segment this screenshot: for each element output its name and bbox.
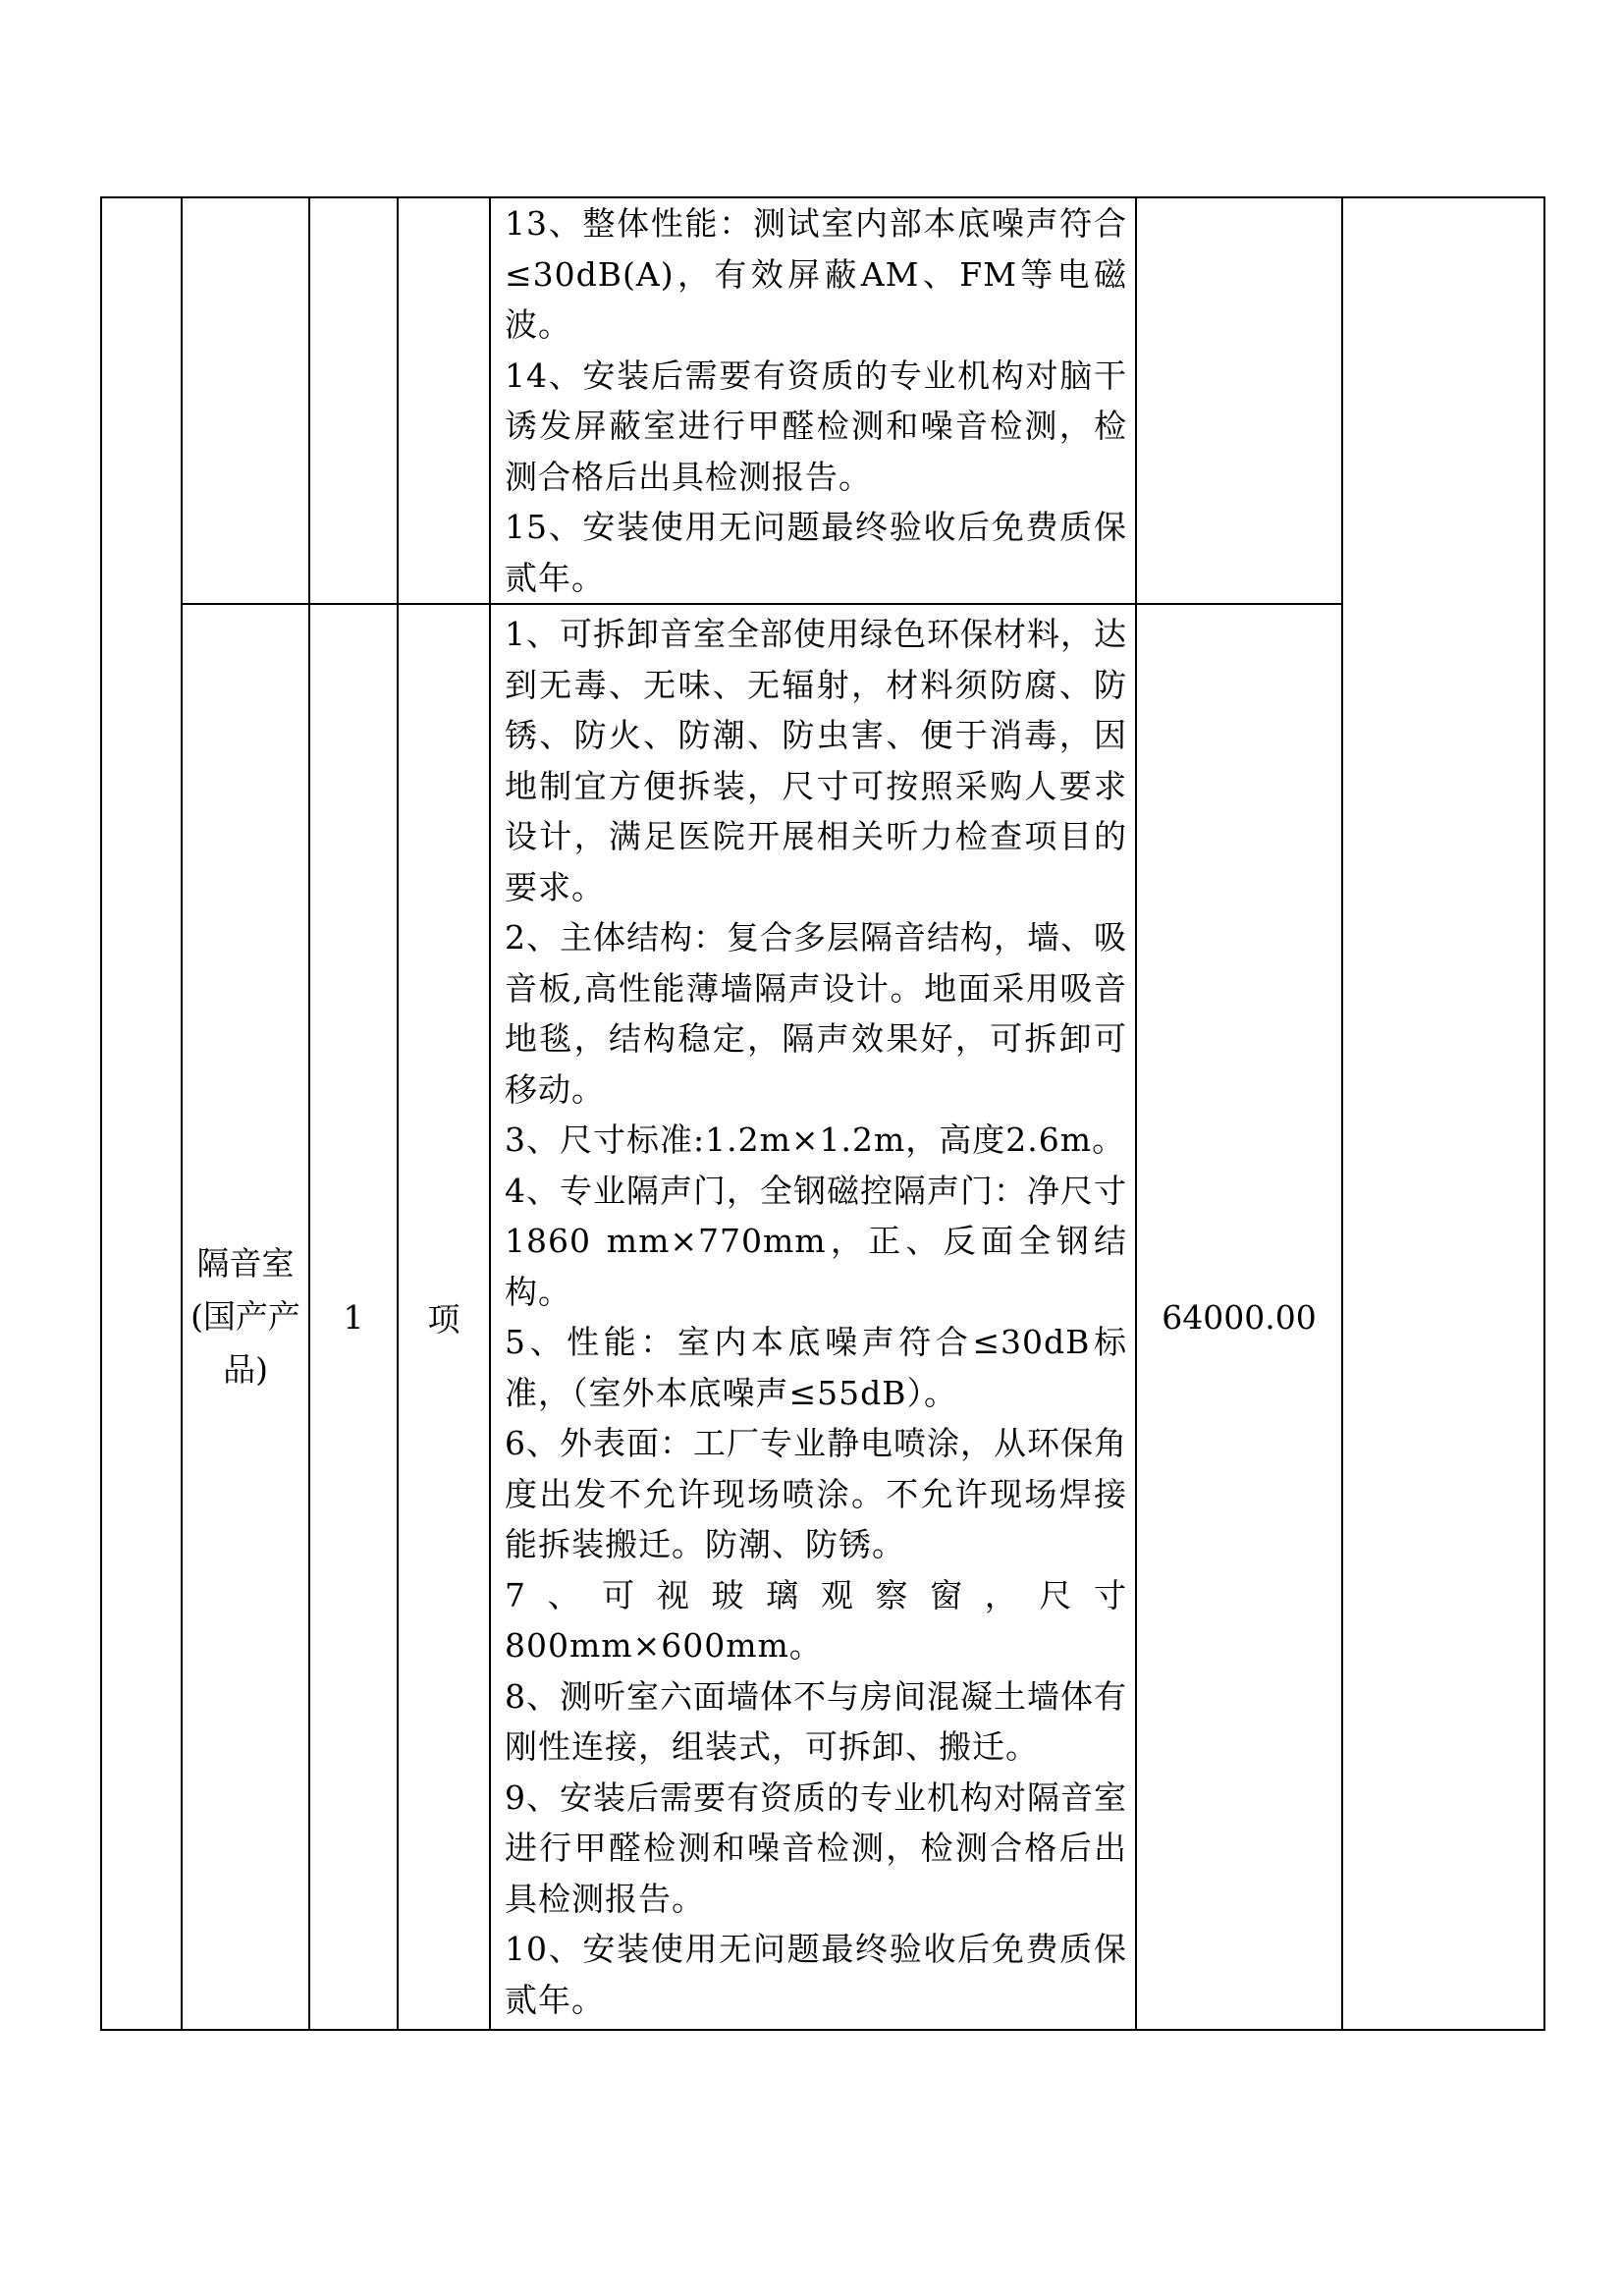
- spec-line: 6、外表面：工厂专业静电喷涂，从环保角度出发不允许现场喷涂。不允许现场焊接能拆装搬迁。防潮、防锈。: [505, 1424, 1127, 1563]
- table-row: [101, 197, 1544, 604]
- spec-line: 2、主体结构：复合多层隔音结构，墙、吸音板,高性能薄墙隔声设计。地面采用吸音地毯，结构稳定，隔声效果好，可拆卸可移动。: [505, 918, 1127, 1109]
- item-name-cell: 隔音室(国产产品): [182, 604, 309, 2030]
- spec-cell: [490, 604, 1136, 2030]
- unit-cell: [398, 197, 490, 604]
- quantity-cell: [309, 197, 398, 604]
- spec-table: [100, 196, 1545, 2031]
- price-cell: 64000.00: [1136, 604, 1342, 2030]
- item-name-cell: [182, 197, 309, 604]
- spec-line: 9、安装后需要有资质的专业机构对隔音室进行甲醛检测和噪音检测，检测合格后出具检测报告。: [505, 1777, 1127, 1918]
- spec-line: 1、可拆卸音室全部使用绿色环保材料，达到无毒、无味、无辐射，材料须防腐、防锈、防火、防潮、防虫害、便于消毒，因地制宜方便拆装，尺寸可按照采购人要求设计，满足医院开展相关听力检查项目的要求。: [505, 615, 1127, 906]
- spec-line: 14、安装后需要有资质的专业机构对脑干诱发屏蔽室进行甲醛检测和噪音检测，检测合格后出具检测报告。: [505, 355, 1127, 496]
- spec-line: 8、测听室六面墙体不与房间混凝土墙体有刚性连接，组装式，可拆卸、搬迁。: [505, 1676, 1127, 1766]
- spec-line: 5、性能：室内本底噪声符合≤30dB标准，（室外本底噪声≤55dB）。: [505, 1323, 1127, 1412]
- spec-line: 10、安装使用无问题最终验收后免费质保贰年。: [505, 1930, 1127, 2019]
- price-cell: [1136, 197, 1342, 604]
- table-row: [101, 604, 1544, 2030]
- note-cell: [1342, 197, 1544, 2030]
- quantity-cell: 1: [309, 604, 398, 2030]
- index-cell: [101, 197, 182, 2030]
- unit-cell: 项: [398, 604, 490, 2030]
- spec-line: 3、尺寸标准:1.2m×1.2m，高度2.6m。: [505, 1121, 1126, 1159]
- spec-line: 13、整体性能：测试室内部本底噪声符合≤30dB(A)，有效屏蔽AM、FM等电磁波。: [505, 204, 1127, 344]
- spec-line: 4、专业隔声门，全钢磁控隔声门：净尺寸1860 mm×770mm，正、反面全钢结构。: [505, 1171, 1127, 1311]
- spec-line: 7、可视玻璃观察窗，尺寸800mm×600mm。: [505, 1575, 1127, 1665]
- spec-line: 15、安装使用无问题最终验收后免费质保贰年。: [505, 508, 1127, 597]
- spec-cell: [490, 197, 1136, 604]
